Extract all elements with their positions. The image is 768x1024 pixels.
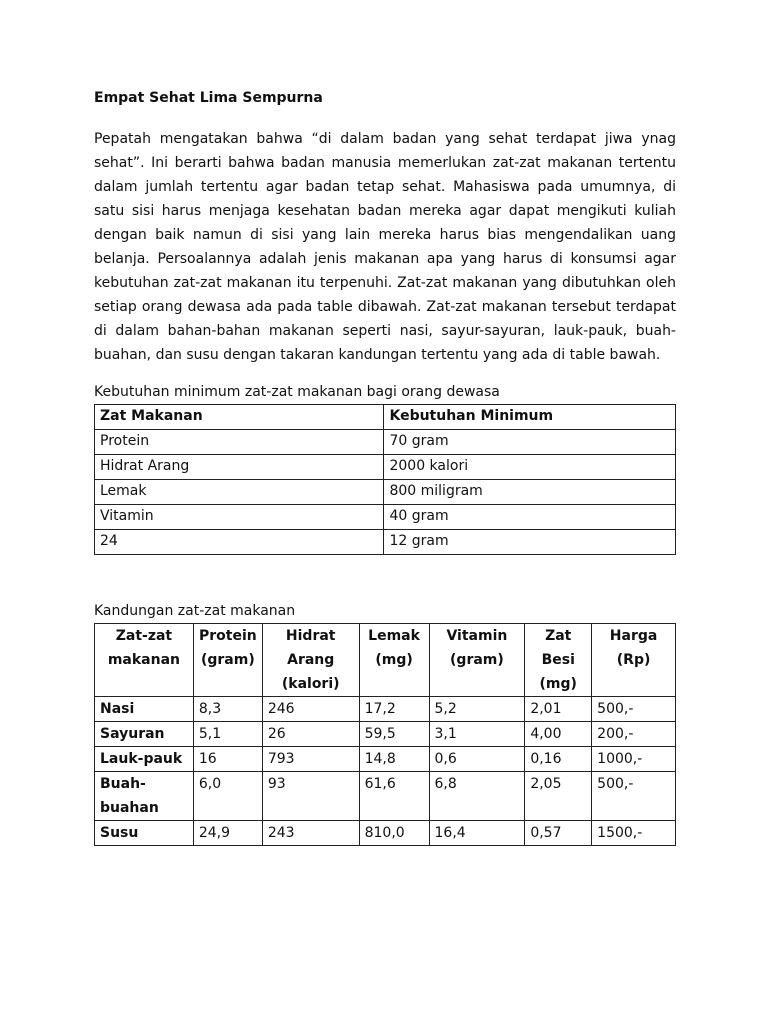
table-cell: Sayuran: [95, 722, 194, 747]
table-row: [95, 772, 676, 821]
table-header-cell: Protein (gram): [193, 624, 262, 697]
table-cell: 40 gram: [384, 505, 676, 530]
table-cell: 4,00: [525, 722, 592, 747]
table-cell: 800 miligram: [384, 480, 676, 505]
table-cell: 16: [193, 747, 262, 772]
table-cell: 26: [262, 722, 359, 747]
table-cell: 61,6: [359, 772, 429, 821]
table-cell: Lauk-pauk: [95, 747, 194, 772]
table-cell: 24: [95, 530, 384, 555]
table-header-cell: Hidrat Arang (kalori): [262, 624, 359, 697]
table-cell: 2,01: [525, 697, 592, 722]
table-header-cell: Zat-zat makanan: [95, 624, 194, 697]
table-cell: 810,0: [359, 821, 429, 846]
table-row: [95, 455, 676, 480]
table-header-cell: Harga (Rp): [592, 624, 676, 697]
table-row: [95, 697, 676, 722]
table-cell: 500,-: [592, 697, 676, 722]
table-cell: 5,1: [193, 722, 262, 747]
table-cell: 243: [262, 821, 359, 846]
table-cell: 0,6: [429, 747, 525, 772]
food-content-table: [94, 623, 676, 846]
table-cell: Nasi: [95, 697, 194, 722]
table-row: [95, 530, 676, 555]
table-cell: 6,0: [193, 772, 262, 821]
table-row: [95, 430, 676, 455]
table-cell: 16,4: [429, 821, 525, 846]
table-cell: 793: [262, 747, 359, 772]
table-header-row: [95, 624, 676, 697]
table-cell: 5,2: [429, 697, 525, 722]
table-cell: 8,3: [193, 697, 262, 722]
table-cell: Hidrat Arang: [95, 455, 384, 480]
table-cell: 2000 kalori: [384, 455, 676, 480]
table-row: [95, 722, 676, 747]
table-cell: 14,8: [359, 747, 429, 772]
table-cell: 246: [262, 697, 359, 722]
table-row: [95, 821, 676, 846]
table1-caption: Kebutuhan minimum zat-zat makanan bagi orang dewasa: [94, 384, 500, 400]
table-cell: 0,57: [525, 821, 592, 846]
table-cell: 500,-: [592, 772, 676, 821]
table-cell: 2,05: [525, 772, 592, 821]
table2-caption: Kandungan zat-zat makanan: [94, 603, 296, 619]
table-cell: 24,9: [193, 821, 262, 846]
table-row: [95, 747, 676, 772]
table-header-cell: Kebutuhan Minimum: [384, 405, 676, 430]
document-title: Empat Sehat Lima Sempurna: [94, 90, 323, 106]
table-row: [95, 480, 676, 505]
table-cell: 1500,-: [592, 821, 676, 846]
table-header-cell: Zat Makanan: [95, 405, 384, 430]
table-cell: Buah-buahan: [95, 772, 194, 821]
table-header-cell: Zat Besi (mg): [525, 624, 592, 697]
table-header-cell: Lemak (mg): [359, 624, 429, 697]
table-header-row: [95, 405, 676, 430]
table-cell: Protein: [95, 430, 384, 455]
table-cell: Lemak: [95, 480, 384, 505]
table-cell: 0,16: [525, 747, 592, 772]
table-cell: Susu: [95, 821, 194, 846]
table-cell: 1000,-: [592, 747, 676, 772]
table-cell: 93: [262, 772, 359, 821]
table-cell: 70 gram: [384, 430, 676, 455]
intro-paragraph: Pepatah mengatakan bahwa “di dalam badan yang sehat terdapat jiwa ynag sehat”. Ini berarti bahwa badan manusia memerlukan zat-zat makanan tertentu dalam jumlah tertentu agar badan tetap sehat. Mahasiswa pada umumnya, di satu sisi harus menjaga kesehatan badan mereka agar dapat mengikuti kuliah dengan baik namun di sisi yang lain mereka harus bias mengendalikan uang belanja. Persoalannya adalah jenis makanan apa yang harus di konsumsi agar kebutuhan zat-zat makanan itu terpenuhi. Zat-zat makanan yang dibutuhkan oleh setiap orang dewasa ada pada table dibawah. Zat-zat makanan tersebut terdapat di dalam bahan-bahan makanan seperti nasi, sayur-sayuran, lauk-pauk, buah-buahan, dan susu dengan takaran kandungan tertentu yang ada di table bawah.: [94, 131, 676, 363]
table-cell: 200,-: [592, 722, 676, 747]
table-header-cell: Vitamin (gram): [429, 624, 525, 697]
document-page: [94, 86, 676, 846]
minimum-needs-table: [94, 404, 676, 555]
table-cell: 17,2: [359, 697, 429, 722]
table-cell: 6,8: [429, 772, 525, 821]
table-row: [95, 505, 676, 530]
table-cell: Vitamin: [95, 505, 384, 530]
table-cell: 3,1: [429, 722, 525, 747]
table-cell: 59,5: [359, 722, 429, 747]
table-cell: 12 gram: [384, 530, 676, 555]
